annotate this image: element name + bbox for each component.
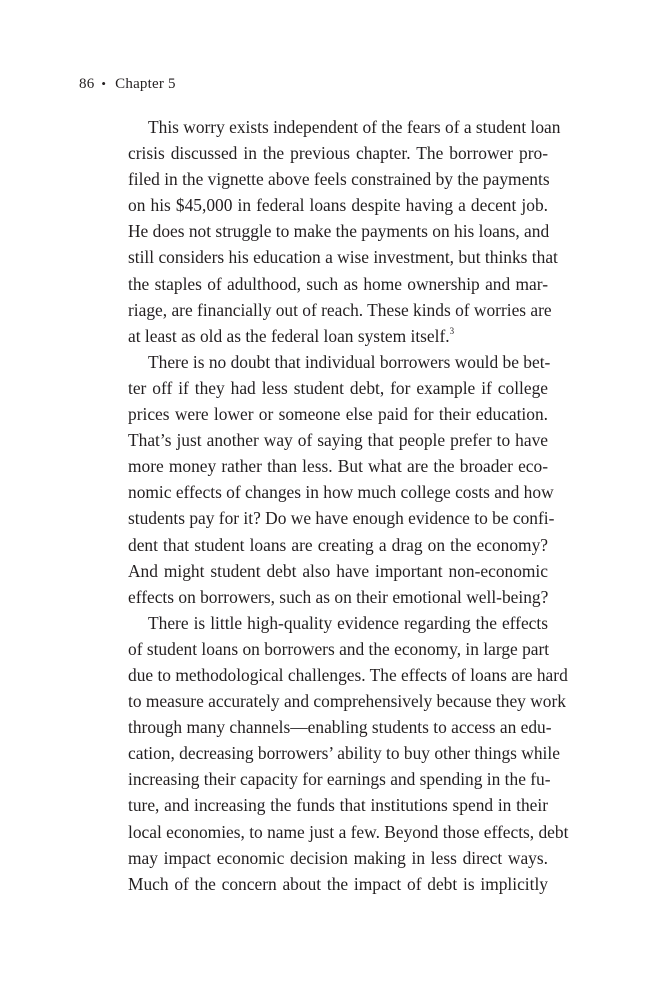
text-line: riage, are financially out of reach. These kinds of worries are bbox=[128, 299, 552, 320]
text-line: may impact economic decision making in less direct ways. bbox=[128, 847, 548, 868]
text-line: There is no doubt that individual borrowers would be bet- bbox=[148, 351, 551, 372]
page-number: 86 bbox=[79, 76, 95, 92]
page-body bbox=[108, 114, 569, 897]
text-line: Much of the concern about the impact of debt is implicitly bbox=[128, 873, 548, 894]
text-line: effects on borrowers, such as on their emotional well-being? bbox=[128, 586, 549, 607]
footnote-marker: 3 bbox=[449, 325, 455, 336]
text-line: nomic effects of changes in how much college costs and how bbox=[128, 482, 554, 503]
text-line: crisis discussed in the previous chapter. The borrower pro- bbox=[128, 143, 548, 164]
text-line: That’s just another way of saying that people prefer to have bbox=[128, 430, 548, 451]
text-line: through many channels—enabling students to access an edu- bbox=[128, 717, 552, 738]
header-separator: • bbox=[101, 76, 107, 91]
text-line-with-footnote bbox=[108, 323, 548, 349]
text-line: more money rather than less. But what are the broader eco- bbox=[128, 456, 548, 477]
text-line: ter off if they had less student debt, for example if college bbox=[128, 377, 548, 398]
text-line: And might student debt also have important non-economic bbox=[128, 560, 548, 581]
text-line: to measure accurately and comprehensively because they work bbox=[128, 691, 566, 712]
text-line: still considers his education a wise investment, but thinks that bbox=[128, 247, 558, 268]
text-line: of student loans on borrowers and the economy, in large part bbox=[128, 638, 550, 659]
text-line: dent that student loans are creating a drag on the economy? bbox=[128, 534, 548, 555]
running-head bbox=[79, 74, 176, 94]
text-line: There is little high-quality evidence regarding the effects bbox=[148, 612, 548, 633]
text-line: ture, and increasing the funds that institutions spend in their bbox=[128, 795, 548, 816]
text-line: due to methodological challenges. The effects of loans are hard bbox=[128, 664, 568, 685]
text-line: filed in the vignette above feels constrained by the payments bbox=[128, 169, 550, 190]
text-line: local economies, to name just a few. Beyond those effects, debt bbox=[128, 821, 569, 842]
text-line: cation, decreasing borrowers’ ability to buy other things while bbox=[128, 743, 560, 764]
text-line: increasing their capacity for earnings and spending in the fu- bbox=[128, 769, 551, 790]
text-line: This worry exists independent of the fears of a student loan bbox=[148, 117, 561, 137]
chapter-title: Chapter 5 bbox=[115, 76, 176, 92]
text-line: He does not struggle to make the payments on his loans, and bbox=[128, 221, 550, 242]
paragraph-2 bbox=[108, 349, 555, 610]
text-line: at least as old as the federal loan system itself. bbox=[128, 325, 450, 346]
text-line: on his $45,000 in federal loans despite having a decent job. bbox=[128, 195, 548, 216]
text-line: prices were lower or someone else paid for their education. bbox=[128, 404, 548, 425]
paragraph-1 bbox=[108, 114, 561, 349]
text-line: the staples of adulthood, such as home ownership and mar- bbox=[128, 273, 548, 294]
text-line: students pay for it? Do we have enough evidence to be confi- bbox=[128, 508, 555, 529]
paragraph-3 bbox=[108, 610, 569, 897]
